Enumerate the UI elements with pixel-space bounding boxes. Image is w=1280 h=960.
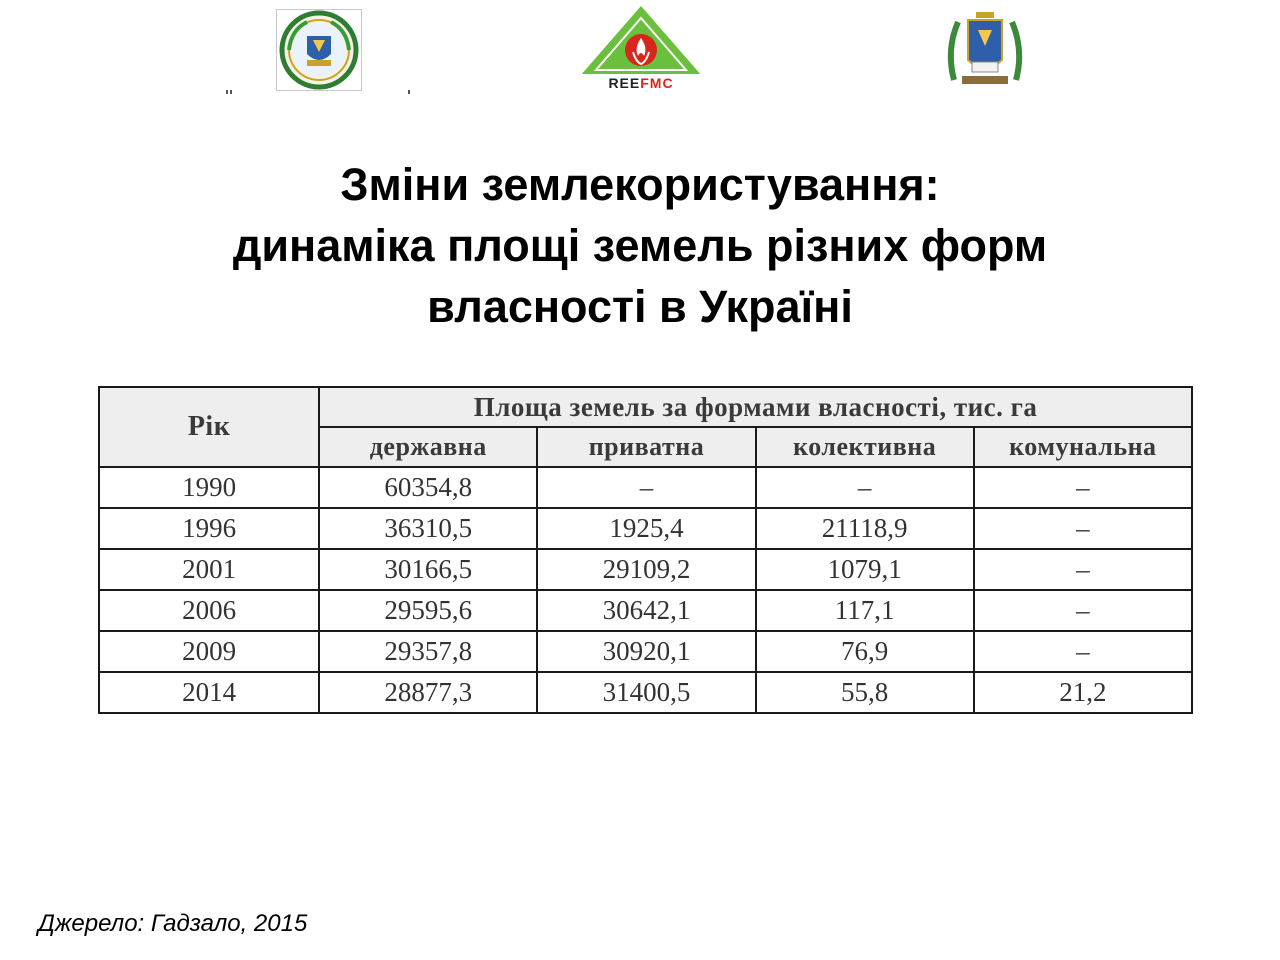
value-cell: 76,9 (756, 631, 974, 672)
value-cell: 30642,1 (537, 590, 755, 631)
year-cell: 2014 (99, 672, 319, 713)
table-row (99, 549, 1192, 590)
value-cell: – (756, 467, 974, 508)
value-cell: 29357,8 (319, 631, 537, 672)
value-cell: 28877,3 (319, 672, 537, 713)
value-cell: 36310,5 (319, 508, 537, 549)
title-line-2: динаміка площі земель різних форм (232, 220, 1048, 271)
column-header-state: державна (319, 427, 537, 467)
value-cell: 21,2 (974, 672, 1192, 713)
value-cell: 30920,1 (537, 631, 755, 672)
value-cell: 117,1 (756, 590, 974, 631)
value-cell: 1079,1 (756, 549, 974, 590)
table-row (99, 672, 1192, 713)
value-cell: 60354,8 (319, 467, 537, 508)
value-cell: – (974, 590, 1192, 631)
year-cell: 1990 (99, 467, 319, 508)
table-row (99, 590, 1192, 631)
value-cell: – (537, 467, 755, 508)
academy-coat-of-arms-logo (942, 10, 1028, 94)
title-line-1: Зміни землекористування: (340, 159, 940, 210)
slide-title (140, 154, 1140, 337)
value-cell: – (974, 631, 1192, 672)
value-cell: 21118,9 (756, 508, 974, 549)
value-cell: – (974, 508, 1192, 549)
value-cell: 31400,5 (537, 672, 755, 713)
column-header-communal: комунальна (974, 427, 1192, 467)
land-ownership-table (98, 386, 1193, 714)
svg-text:REEFMC: REEFMC (608, 75, 674, 90)
value-cell: 29595,6 (319, 590, 537, 631)
table-row (99, 631, 1192, 672)
table-body (99, 467, 1192, 713)
year-cell: 2006 (99, 590, 319, 631)
title-line-3: власності в Україні (427, 281, 853, 332)
value-cell: 1925,4 (537, 508, 755, 549)
value-cell: 55,8 (756, 672, 974, 713)
ownership-group-header: Площа земель за формами власності, тис. га (319, 387, 1192, 427)
value-cell: – (974, 549, 1192, 590)
year-cell: 2009 (99, 631, 319, 672)
year-cell: 1996 (99, 508, 319, 549)
year-column-header: Рік (99, 387, 319, 467)
decorative-specks (224, 90, 414, 96)
reefmc-logo (578, 4, 704, 90)
university-crest-logo (276, 9, 362, 91)
value-cell: – (974, 467, 1192, 508)
column-header-collective: колективна (756, 427, 974, 467)
value-cell: 30166,5 (319, 549, 537, 590)
value-cell: 29109,2 (537, 549, 755, 590)
column-header-private: приватна (537, 427, 755, 467)
year-cell: 2001 (99, 549, 319, 590)
table-row (99, 508, 1192, 549)
source-citation: Джерело: Гадзало, 2015 (38, 910, 308, 937)
table-header-row (99, 387, 1192, 427)
table-row (99, 467, 1192, 508)
